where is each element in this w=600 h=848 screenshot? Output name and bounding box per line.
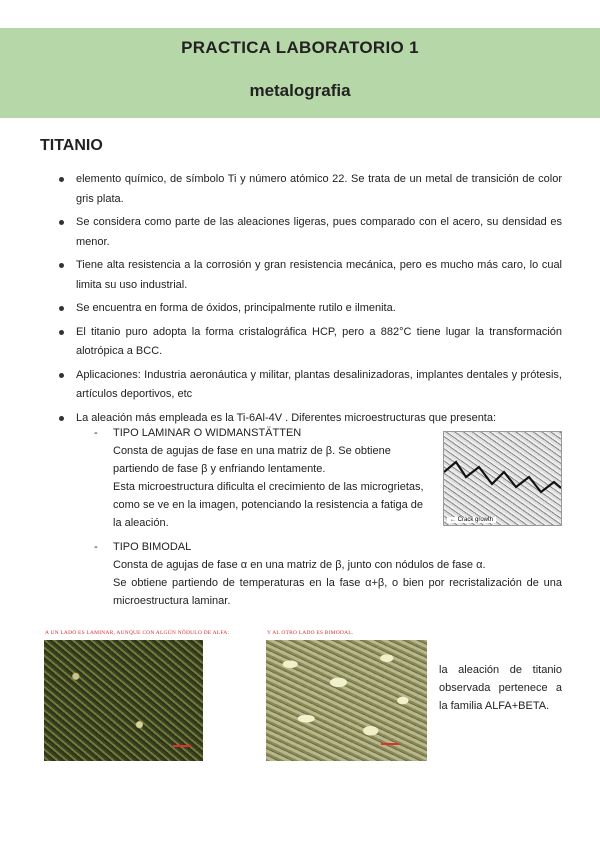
caption-right: Y AL OTRO LADO ES BIMODAL. xyxy=(267,630,354,636)
conclusion-text: la aleación de titanio observada pertenece a la familia ALFA+BETA. xyxy=(439,664,562,712)
subitem-text: Consta de agujas de fase α en una matriz de β, junto con nódulos de fase α. xyxy=(113,559,486,571)
subitem-body xyxy=(113,538,562,610)
subitem-text: Esta microestructura dificulta el crecimiento de las microgrietas, como se ve en la imagen, potenciando la resistencia a fatiga de la aleación. xyxy=(113,481,424,529)
subitem-title: TIPO BIMODAL xyxy=(113,541,192,553)
list-item: elemento químico, de símbolo Ti y número atómico 22. Se trata de un metal de transición de color gris plata. xyxy=(58,170,562,209)
header-banner xyxy=(0,28,600,118)
page-subtitle: metalografia xyxy=(249,81,351,100)
page-title: PRACTICA LABORATORIO 1 xyxy=(181,38,419,57)
bimodal-micrograph xyxy=(266,640,427,761)
subitem-body xyxy=(113,424,431,532)
laminar-micrograph xyxy=(44,640,203,761)
dash-marker: - xyxy=(94,541,98,553)
subitem-title: TIPO LAMINAR O WIDMANSTÄTTEN xyxy=(113,427,302,439)
widmanstatten-micrograph xyxy=(443,431,562,526)
list-item: La aleación más empleada es la Ti-6Al-4V . Diferentes microestructuras que presenta: xyxy=(58,409,562,429)
subitem-text: Se obtiene partiendo de temperaturas en la fase α+β, o bien por recristalización de una microestructura laminar. xyxy=(113,577,562,607)
subitem-text: Consta de agujas de fase en una matriz de β. Se obtiene partiendo de fase β y enfriando lentamente. xyxy=(113,445,391,475)
list-item: El titanio puro adopta la forma cristalográfica HCP, pero a 882°C tiene lugar la transformación alotrópica a BCC. xyxy=(58,323,562,362)
scale-bar xyxy=(381,743,399,745)
section-title: TITANIO xyxy=(40,137,103,154)
dash-marker: - xyxy=(94,427,98,439)
list-item: Se encuentra en forma de óxidos, principalmente rutilo e ilmenita. xyxy=(58,299,562,319)
crack-path-icon xyxy=(444,432,561,525)
bullet-list xyxy=(58,170,562,432)
crack-growth-label: ← Crack growth xyxy=(447,517,496,523)
scale-bar xyxy=(173,745,191,747)
list-item: Aplicaciones: Industria aeronáutica y militar, plantas desalinizadoras, implantes dentales y prótesis, artículos deportivos, etc xyxy=(58,366,562,405)
subitem-laminar xyxy=(94,424,434,534)
subitem-bimodal xyxy=(94,538,564,608)
list-item: Tiene alta resistencia a la corrosión y gran resistencia mecánica, pero es mucho más caro, lo cual limita su uso industrial. xyxy=(58,256,562,295)
list-item: Se considera como parte de las aleaciones ligeras, pues comparado con el acero, su densidad es menor. xyxy=(58,213,562,252)
caption-left: A UN LADO ES LAMINAR, AUNQUE CON ALGÚN NÓDULO DE ALFA: xyxy=(45,630,230,636)
